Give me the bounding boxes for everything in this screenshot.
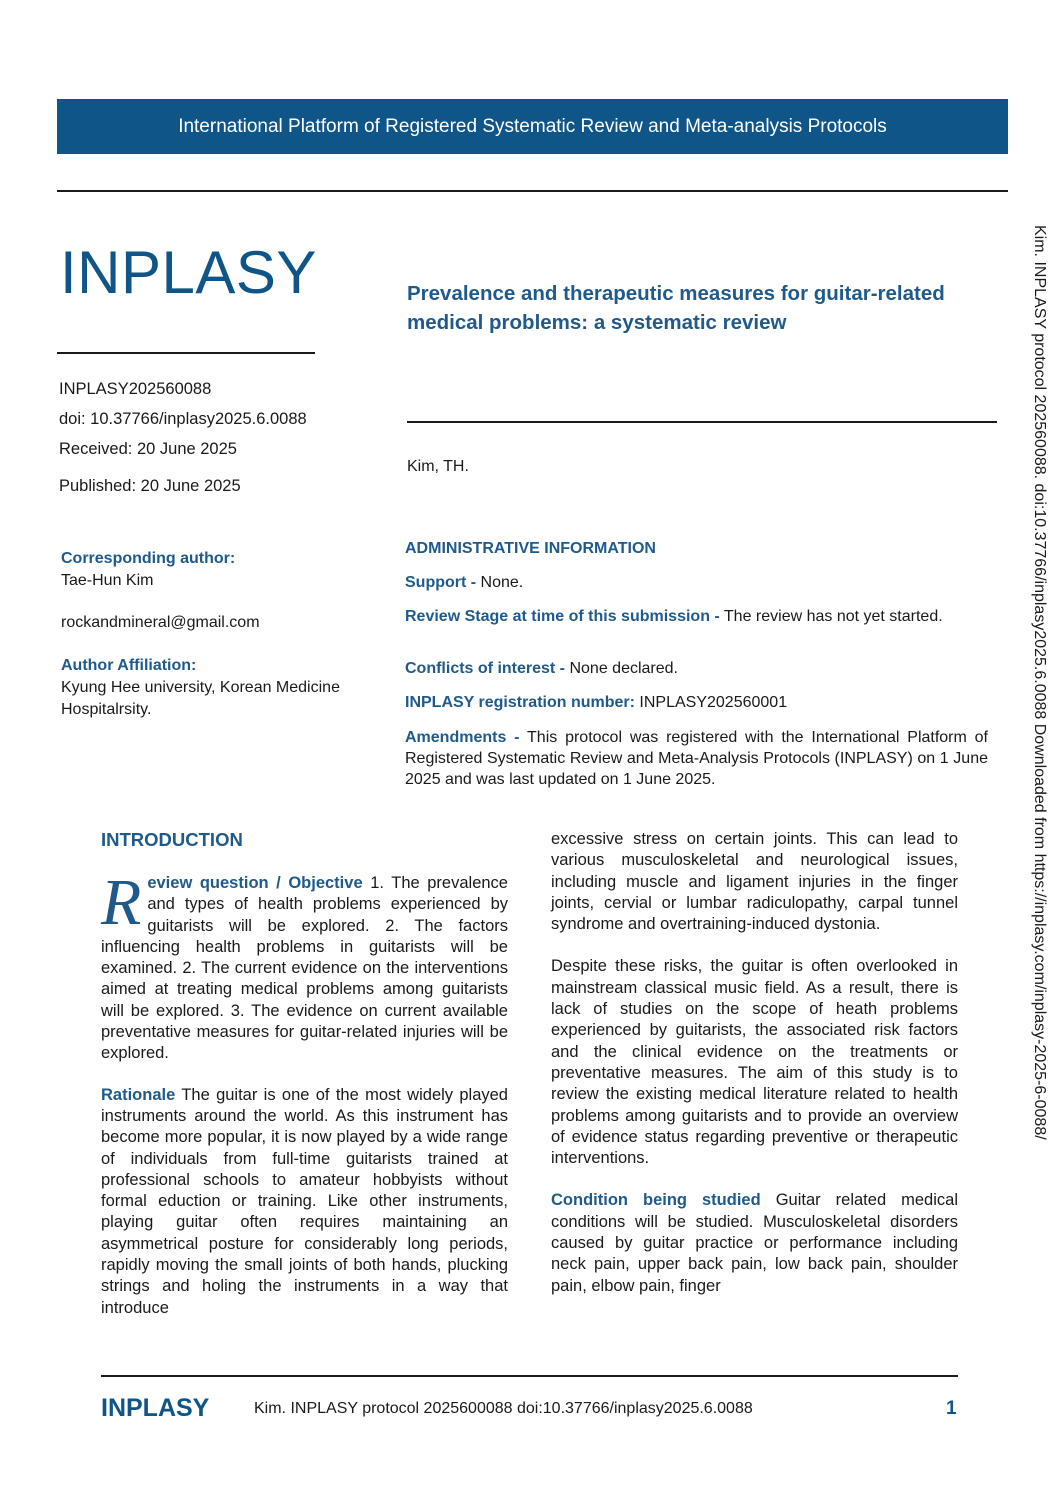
registration-value: INPLASY202560001: [639, 694, 788, 711]
header-banner: International Platform of Registered Systematic Review and Meta-analysis Protocols: [57, 99, 1008, 154]
page-number: 1: [946, 1398, 957, 1419]
column2-paragraph-1: excessive stress on certain joints. This can lead to various musculoskeletal and neurological issues, including muscle and ligament injuries in the finger joints, cervial or lumbar radiculopathy, carpal tunnel syndrome and overtraining-induced dystonia.: [551, 830, 958, 934]
corresponding-author-email[interactable]: rockandmineral@gmail.com: [61, 614, 260, 631]
review-question-label: eview question / Objective: [147, 874, 363, 892]
logo-divider: [57, 352, 315, 354]
introduction-heading: INTRODUCTION: [101, 829, 243, 850]
review-stage-label: Review Stage at time of this submission -: [405, 608, 720, 625]
doi[interactable]: doi: 10.37766/inplasy2025.6.0088: [59, 410, 307, 428]
review-question-paragraph: [101, 866, 508, 1065]
condition-text: Guitar related medical conditions will be studied. Musculoskeletal disorders caused by guitar practice or performance including neck pain, upper back pain, low back pain, shoulder pain, elbow pain, finger: [551, 1191, 958, 1295]
rationale-text: The guitar is one of the most widely played instruments around the world. As this instrument has become more popular, it is now played by a wide range of individuals from full-time guitarists trained at professional schools to amateur hobbyists without formal eduction or training. Like other instruments, playing guitar often requires maintaining an asymmetrical posture for considerably long periods, rapidly moving the small joints of both hands, plucking strings and holing the instruments in a way that introduce: [101, 1085, 508, 1317]
corresponding-author: [61, 548, 341, 634]
inplasy-logo: INPLASY: [60, 239, 317, 306]
intro-column-left: [101, 866, 508, 1319]
top-divider: [57, 190, 1008, 192]
rationale-label: Rationale: [101, 1085, 176, 1104]
paper-title: Prevalence and therapeutic measures for guitar-related medical problems: a systematic review: [407, 282, 945, 334]
amendments-label: Amendments -: [405, 729, 520, 746]
drop-cap: R: [101, 866, 142, 939]
rationale-paragraph: [101, 1085, 508, 1319]
footer-citation: Kim. INPLASY protocol 2025600088 doi:10.37766/inplasy2025.6.0088: [254, 1400, 753, 1417]
column2-paragraph-2: Despite these risks, the guitar is often overlooked in mainstream classical music field. As a result, there is lack of studies on the scope of heath problems experienced by guitarists, the associated risk factors and the clinical evidence on the treatments or preventative measures. The aim of this study is to review the existing medical literature related to health problems among guitarists and to provide an overview of evidence status regarding preventive or therapeutic interventions.: [551, 957, 958, 1168]
admin-heading-text: ADMINISTRATIVE INFORMATION: [405, 540, 656, 557]
admin-amendments: [405, 727, 988, 790]
review-stage-value: The review has not yet started.: [723, 608, 943, 625]
amendments-value: This protocol was registered with the International Platform of Registered Systematic Review and Meta-Analysis Protocols (INPLASY) on 1 June 2025 and was last updated on 1 June 2025.: [405, 729, 989, 788]
inplasy-id: INPLASY202560088: [59, 380, 212, 398]
corresponding-author-name: Tae-Hun Kim: [61, 572, 154, 589]
authors: Kim, TH.: [407, 458, 469, 475]
admin-registration: [405, 692, 988, 713]
condition-label: Condition being studied: [551, 1191, 761, 1210]
admin-support: [405, 572, 988, 593]
admin-heading: [405, 538, 988, 559]
affiliation-text: Kyung Hee university, Korean Medicine Hospitalrsity.: [61, 679, 340, 718]
condition-paragraph: [551, 1190, 958, 1296]
received-date: Received: 20 June 2025: [59, 440, 237, 458]
published-date: Published: 20 June 2025: [59, 477, 241, 495]
footer-divider: [101, 1375, 958, 1377]
corresponding-author-label: Corresponding author:: [61, 550, 236, 567]
conflicts-value: None declared.: [569, 660, 678, 677]
intro-column-right: [551, 829, 958, 1297]
vertical-download-note: Kim. INPLASY protocol 202560088. doi:10.37766/inplasy2025.6.0088 Downloaded from https://inplasy.com/inplasy-2025-6-0088/: [1031, 225, 1048, 1140]
author-affiliation: [61, 655, 341, 721]
review-question-text: 1. The prevalence and types of health problems experienced by guitarists will be explored. 2. The factors influencing health problems in guitarists will be examined. 2. The current evidence on the interventions aimed at treating medical problems among guitarists will be explored. 3. The evidence on current available preventative measures for guitar-related injuries will be explored.: [101, 874, 508, 1063]
footer-logo: INPLASY: [101, 1394, 210, 1422]
support-value: None.: [480, 574, 524, 591]
conflicts-label: Conflicts of interest -: [405, 660, 566, 677]
admin-review-stage: [405, 606, 988, 627]
affiliation-label: Author Affiliation:: [61, 657, 197, 674]
registration-label: INPLASY registration number:: [405, 694, 635, 711]
support-label: Support -: [405, 574, 477, 591]
admin-conflicts: [405, 658, 988, 679]
title-divider: [407, 421, 997, 423]
